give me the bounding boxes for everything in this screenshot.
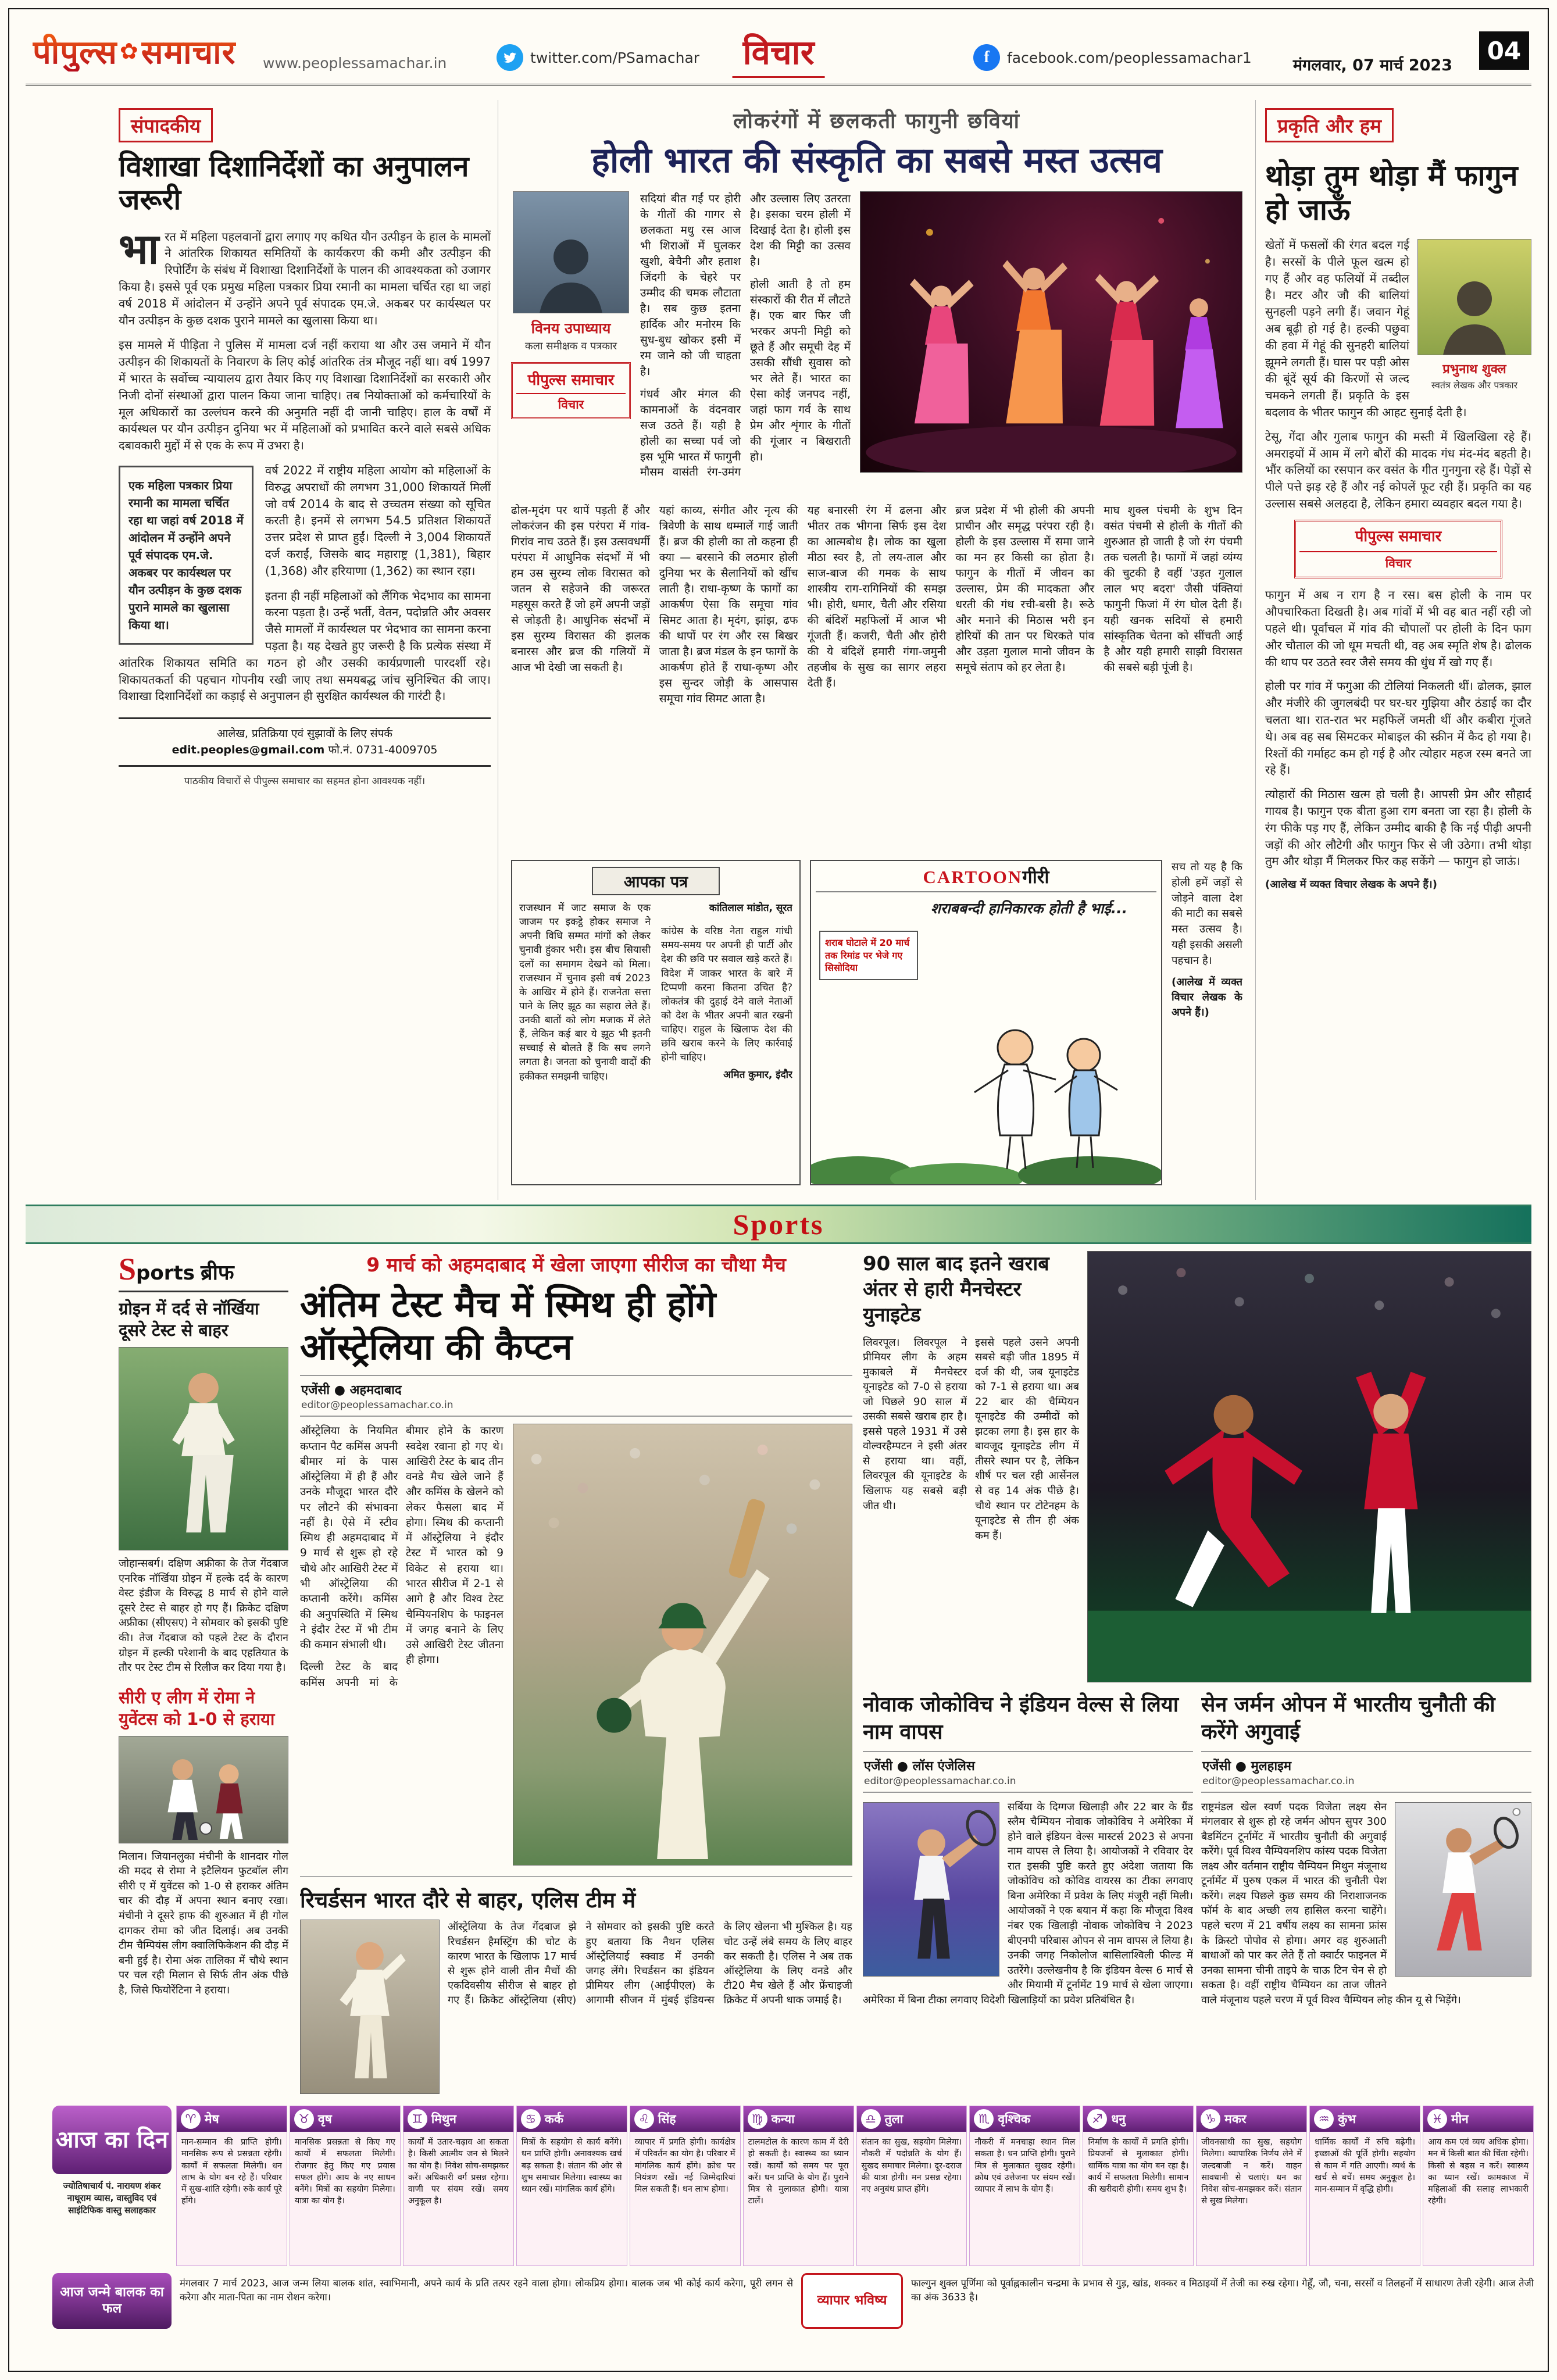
united-text-block [863, 1251, 1079, 1682]
nortje-photo [119, 1347, 288, 1550]
zodiac-column [290, 2106, 401, 2266]
brief-headline: सीरी ए लीग में रोमा ने युवेंटस को 1-0 से हराया [119, 1687, 275, 1729]
zodiac-aquarius-icon: ♒ [1314, 2109, 1334, 2129]
zodiac-column [743, 2106, 854, 2266]
zodiac-aries-icon: ♈ [181, 2109, 201, 2129]
djokovic-byline-row [863, 1751, 1193, 1793]
djokovic-article [863, 1692, 1193, 2093]
brief-title-hi: ब्रीफ [201, 1261, 234, 1285]
brand-title: पीपुल्स समाचार [527, 371, 615, 389]
horoscope-title: आज का दिन [52, 2106, 172, 2174]
zodiac-name: वृष [317, 2112, 332, 2126]
section-title: विचार [733, 28, 825, 78]
zodiac-name: मेष [205, 2112, 219, 2126]
business-forecast-text: फाल्गुन शुक्ल पूर्णिमा को पूर्वाह्नकालीन चन्द्रमा के प्रभाव से गुड़, खांड, शक्कर व मिठाइयों में तेजी का रुख रहेगा। गेहूँ, जौ, चना, सरसों व तिलहनों में साधारण तेजी रहेगी। आज तेजी का अंक 3633 है। [911, 2278, 1534, 2303]
zodiac-text: आय कम एवं व्यय अधिक होगा। मन में किसी बात की चिंता रहेगी। किसी से बहस न करें। स्वास्थ्य का ध्यान रखें। कामकाज में महिलाओं की सलाह लाभकारी रहेगी। [1428, 2138, 1529, 2206]
zodiac-text: मान-सम्मान की प्राप्ति होगी। मानसिक रूप से प्रसन्नता रहेगी। कार्यों में सफलता मिलेगी। धन लाभ के योग बन रहे हैं। परिवार में सुख-शांति रहेगी। रुके कार्य पूरे होंगे। [181, 2138, 282, 2206]
nature-author-name: प्रभुनाथ शुक्ल [1442, 362, 1506, 377]
cartoon-title-en: CARTOON [923, 867, 1023, 887]
editorial-contact-box [119, 717, 491, 767]
nature-author-role: स्वतंत्र लेखक और पत्रकार [1431, 380, 1518, 391]
zodiac-column [856, 2106, 967, 2266]
masthead [26, 15, 1531, 86]
editorial-paragraph: वर्ष 2022 में राष्ट्रीय महिला आयोग को महिलाओं के विरुद्ध अपराधों की लगभग 31,000 शिकायतें मिलीं जो वर्ष 2014 के बाद से उच्चतम संख्या को सूचित करती है। इनमें से लगभग 54.5 प्रतिशत शिकायतें उत्तर प्रदेश से प्राप्त हुईं। दिल्ली ने 3,004 शिकायतें दर्ज कराईं, जिसके बाद महाराष्ट्र (1,381), बिहार (1,368) और हरियाणा (1,362) का स्थान रहा। [265, 463, 491, 578]
newspaper-logo [33, 29, 236, 73]
editorial-disclaimer: पाठकीय विचारों से पीपुल्स समाचार का सहमत होना आवश्यक नहीं। [184, 776, 426, 788]
zodiac-name: तुला [884, 2112, 904, 2126]
flower-icon: ✿ [119, 38, 139, 64]
main-body [300, 1424, 503, 1866]
sen-body: राष्ट्रमंडल खेल स्वर्ण पदक विजेता लक्ष्य सेन मंगलवार से शुरू हो रहे जर्मन ओपन सुपर 300 बैडमिंटन टूर्नामेंट में भारतीय चुनौती की अगुवाई करेंगे। पूर्व विश्व चैम्पियनशिप कांस्य पदक विजेता लक्ष्य और वर्तमान राष्ट्रीय चैम्पियन मिथुन मंजूनाथ टूर्नामेंट में पुरुष एकल में भारत की चुनौती पेश करेंगे। लक्ष्य पिछले कुछ समय की निराशाजनक फॉर्म के बाद अच्छी लय हासिल करना चाहेंगे। पहले चरण में 21 वर्षीय लक्ष्य का सामना फ्रांस के क्रिस्टो पोपोव से होगा। अगर वह शुरुआती बाधाओं को पार कर लेते हैं तो क्वार्टर फाइनल में उनका सामना चीनी ताइपे के चाऊ टिन चेन से हो सकता है। वहीं राष्ट्रीय चैम्पियन का ताज जीतने वाले मंजूनाथ पहले चरण में पूर्व विश्व चैम्पियन लोह कीन यू से भिड़ेंगे। [1201, 1800, 1461, 2006]
zodiac-column [1423, 2106, 1534, 2266]
editorial-paragraph: भारत में महिला पहलवानों द्वारा लगाए गए कथित यौन उत्पीड़न के हाल के मामलों ने आंतरिक शिकायत समितियों के कार्यकरण की कमी और उत्पीड़न की रिपोर्टिंग के संबंध में विशाखा दिशानिर्देशों के पालन की आवश्यकता को उजागर किया है। इससे पूर्व एक प्रमुख महिला पत्रकार प्रिया रमानी का मामला चर्चित रहा था जहां वर्ष 2018 में आंदोलन में उन्होंने अपने पूर्व संपादक एम.जे. अकबर पर कार्यस्थल पर यौन उत्पीड़न के कुछ दशक पुराने मामले का खुलासा किया था। [119, 224, 491, 327]
main-email[interactable]: editor@peoplessamachar.co.in [301, 1399, 453, 1411]
djokovic-body: सर्बिया के दिग्गज खिलाड़ी और 22 बार के ग्रैंड स्लैम चैम्पियन नोवाक जोकोविच ने अमेरिका में होने वाले इंडियन वेल्स मास्टर्स 2023 से अपना नाम वापस ले लिया है। आयोजकों ने रविवार देर रात इसकी पुष्टि करते हुए अंदेशा जताया कि जोकोविच को कोविड वायरस का टीका लगवाए बिना अमेरिका में प्रवेश के लिए मंजूरी नहीं मिली। आयोजकों ने एक बयान में कहा कि मौजूदा विश्व नंबर एक खिलाड़ी नोवाक जोकोविच ने 2023 बीएनपी परिबास ओपन से नाम वापस ले लिया है। उनकी जगह निकोलोज बासिलाश्विली फील्ड में उतरेंगे। उल्लेखनीय है कि इंडियन वेल्स 6 मार्च से और मियामी में टूर्नामेंट 19 मार्च से खेला जाएगा। अमेरिका में बिना टीका लगवाए विदेशी खिलाड़ियों का प्रवेश प्रतिबंधित है। [863, 1800, 1193, 2006]
main-byline-row [300, 1375, 852, 1417]
holi-paragraph: ढोल-मृदंग पर थापें पड़ती हैं और लोकरंजन की इस परंपरा में गांव-गिरांव नाच उठते हैं। इस उत्सवधर्मी परंपरा में आधुनिक संदर्भों में भी हम उस सुरम्य लोक विरासत को जतन से सहेजने की जरूरत महसूस करते हैं जो हमें अपनी जड़ों से जोड़ती है। आधुनिक संदर्भों में इस सुरम्य विरासत की झलक बनारस और ब्रज की गलियों में आज भी देखी जा सकती है। [511, 504, 650, 674]
page-number: 04 [1479, 31, 1529, 70]
zodiac-gemini-icon: ♊ [408, 2109, 427, 2129]
main-paragraph: दिल्ली टेस्ट के बाद कमिंस अपनी मां के बीमार होने के कारण स्वदेश रवाना हो गए थे। आखिरी टेस्ट के बाद तीन वनडे मैच खेले जाने हैं और कमिंस के खेलने को लेकर फैसला बाद में होगा। स्मिथ की कप्तानी में ऑस्ट्रेलिया ने इंदौर टेस्ट में भारत को 9 विकेट से हराया था। भारत सीरीज में 2-1 से आगे है और विश्व टेस्ट चैम्पियनशिप के फाइनल में जगह बनाने के लिए उसे आखिरी टेस्ट जीतना ही होगा। [300, 1425, 503, 1689]
nature-author-block [1417, 239, 1531, 391]
author-role: कला समीक्षक व पत्रकार [524, 340, 617, 352]
horoscope-left-stack [52, 2106, 172, 2266]
nature-paragraph: टेसू, गेंदा और गुलाब फागुन की मस्ती में खिलखिला रहे हैं। अमराइयों में आम में लगे बौरों की मादक गंध मंद-मंद बहती है। भौंर कलियों का रसपान कर वसंत के गीत गुनगुना रहे हैं। पेड़ों से पीले पत्ते झड़ रहे हैं और नई कोपलें फूट रही हैं। प्रकृति का यह उल्लास सबसे अलहदा है, लेकिन हमारा व्यवहार बदल गया है। [1265, 429, 1531, 510]
united-headline: 90 साल बाद इतने खराब अंतर से हारी मैनचेस्टर युनाइटेड [863, 1252, 1049, 1327]
zodiac-name: मीन [1451, 2112, 1469, 2126]
nature-headline: थोड़ा तुम थोड़ा मैं फागुन हो जाऊँ [1265, 159, 1518, 227]
sports-bottom-row [863, 1692, 1531, 2093]
editorial-pullquote: एक महिला पत्रकार प्रिया रमानी का मामला चर्चित रहा था जहां वर्ष 2018 में आंदोलन में उन्होंने अपने पूर्व संपादक एम.जे. अकबर पर कार्यस्थल पर यौन उत्पीड़न के कुछ दशक पुराने मामले का खुलासा किया था। [119, 466, 253, 645]
website-link[interactable]: www.peoplessamachar.in [263, 55, 447, 72]
brief-title-initial: S [119, 1252, 137, 1287]
badminton-photo [1395, 1802, 1531, 1977]
sports-band [26, 1205, 1531, 1244]
united-article [863, 1251, 1531, 1682]
zodiac-name: वृश्चिक [998, 2112, 1030, 2126]
djokovic-byline: एजेंसी ● लॉस एंजेलिस [864, 1759, 975, 1774]
cartoon-news-box: शराब घोटाले में 20 मार्च तक रिमांड पर भेजे गए सिसोदिया [819, 931, 918, 980]
zodiac-leo-icon: ♌ [634, 2109, 654, 2129]
editorial-dropcap: भा [119, 224, 159, 273]
brand-box [511, 362, 631, 419]
author-name: विनय उपाध्याय [531, 320, 611, 337]
richardson-body: ऑस्ट्रेलिया के तेज गेंदबाज झे रिचर्डसन हैमस्ट्रिंग की चोट के कारण भारत के खिलाफ 17 मार्च से शुरू होने वाली तीन मैचों की एकदिवसीय सीरीज से बाहर हो गए हैं। क्रिकेट ऑस्ट्रेलिया (सीए) ने सोमवार को इसकी पुष्टि करते हुए बताया कि नैथन एलिस ऑस्ट्रेलियाई स्क्वाड में उनकी जगह लेंगे। रिचर्डसन का इंडियन प्रीमियर लीग (आईपीएल) के आगामी सीजन में मुंबई इंडियन्स के लिए खेलना भी मुश्किल है। यह चोट उन्हें लंबे समय के लिए बाहर कर सकती है। एलिस ने अब तक ऑस्ट्रेलिया के लिए वनडे और टी20 मैच खेले हैं और फ्रेंचाइजी क्रिकेट में अपनी धाक जमाई है। [448, 1921, 852, 2007]
holi-paragraph: यह बनारसी रंग में ढलना और भीतर तक भीगना सिर्फ इस देश का आत्मबोध है। लोक का खुला मीठा स्वर है, तो लय-ताल और साज-बाज की गमक के साथ शास्त्रीय राग-रागिनियों की समझ भी। होरी, धमार, चैती और रसिया की बंदिशें महफिलों में आज भी गूंजती हैं। कजरी, चैती और होरी की ये बंदिशें हमारी गंगा-जमुनी तहजीब के सुख का सागर लहरा देती हैं। [807, 504, 947, 689]
smith-photo [513, 1424, 852, 1866]
holi-paragraph: ब्रज प्रदेश में भी होली की अपनी प्राचीन और समृद्ध परंपरा रही है। होली के इस उल्लास में समा जाने का मन हर किसी का होता है। फागुन के गीतों में जीवन का उल्लास, प्रेम की मादकता और धरती की गंध रची-बसी है। रूठे और मनाने की मिठास भरी इन होरियों की तान पर थिरकते पांव और उड़ता गुलाल मानो जीवन के समूचे संताप को हर लेता है। [955, 504, 1095, 674]
contact-line: आलेख, प्रतिक्रिया एवं सुझावों के लिए संपर्क [217, 727, 392, 741]
logo-text-1: पीपुल्स [33, 34, 117, 72]
letters-body [519, 901, 792, 1168]
author-photo [513, 191, 629, 313]
zodiac-column [1196, 2106, 1307, 2266]
nature-paragraph: फागुन में अब न राग है न रस। बस होली के नाम पर औपचारिकता दिखती है। अब गांवों में भी वह बात नहीं रही जो पहले थी। पूर्वांचल में गांव की चौपालों पर होली के दिन फाग और चौताल की जो धूम मचती थी, वह अब स्मृति शेष है। ढोलक की थाप पर उठते स्वर जैसे समय की धुंध में खो गए हैं। [1265, 588, 1531, 669]
nature-paragraph: होली पर गांव में फगुआ की टोलियां निकलती थीं। ढोलक, झाल और मंजीरे की जुगलबंदी पर घर-घर गुझिया और ठंडाई का दौर चलता था। रात-रात भर महफिलें जमती थीं और कबीरा गूंजते थे। अब वह सब सिमटकर मोबाइल की स्क्रीन में कैद हो गया है। रिश्तों की गर्माहट कम हो गई है और त्योहार महज रस्म बनते जा रहे हैं। [1265, 679, 1531, 777]
roma-match-photo [119, 1736, 288, 1843]
holi-lead-text [640, 191, 851, 494]
zodiac-sagittarius-icon: ♐ [1087, 2109, 1107, 2129]
nature-closing-note: (आलेख में व्यक्त विचार लेखक के अपने हैं।) [1265, 878, 1437, 891]
holi-paragraph: यहां काव्य, संगीत और नृत्य की त्रिवेणी के साथ धम्मालें गाई जाती हैं। ब्रज की होली का तो कहना ही क्या — बरसाने की लठमार होली दुनिया भर के सैलानियों को खींच लाती है। राधा-कृष्ण के फागों का आकर्षण ऐसा कि समूचा गांव सिमट आता है। मृदंग, झांझ, ढफ की थापों पर रंग और रस बिखर जाता है। ब्रज मंडल के इन फागों के आकर्षण होते हैं राधा-कृष्ण और इस सुन्दर जोड़ी के आसपास समूचा गांव सिमट आता है। [659, 504, 798, 705]
cartoon-box [810, 860, 1162, 1185]
brand-subtitle: विचार [516, 393, 626, 413]
main-headline: अंतिम टेस्ट मैच में स्मिथ ही होंगे ऑस्ट्रेलिया की कैप्टन [300, 1283, 716, 1368]
zodiac-cancer-icon: ♋ [521, 2109, 541, 2129]
letter-author: कांतिलाल मांडोत, सूरत [709, 902, 792, 914]
smith-article [300, 1251, 852, 2099]
zodiac-column [1309, 2106, 1420, 2266]
zodiac-name: मिथुन [431, 2112, 456, 2126]
business-forecast-label: व्यापार भविष्य [801, 2273, 903, 2329]
brief-title-en: ports [136, 1262, 195, 1285]
contact-phone: फो.नं. 0731-4009705 [328, 743, 438, 756]
cartoon-title-hi: गीरी [1022, 867, 1049, 888]
nature-label: प्रकृति और हम [1265, 108, 1394, 142]
horoscope-bottom-row [52, 2273, 1534, 2329]
zodiac-column [630, 2106, 741, 2266]
sen-headline: सेन जर्मन ओपन में भारतीय चुनौती की करेंगे अगुवाई [1201, 1693, 1495, 1744]
author-block [511, 191, 631, 494]
zodiac-column [176, 2106, 287, 2266]
zodiac-text: टालमटोल के कारण काम में देरी हो सकती है। स्वास्थ्य का ध्यान रखें। कार्यों को समय पर पूरा करें। धन प्राप्ति के योग हैं। पुराने मित्र से मुलाकात होगी। यात्रा टालें। [748, 2138, 849, 2206]
editorial-paragraph: इस मामले में पीड़िता ने पुलिस में मामला दर्ज नहीं कराया था और उस जमाने में यौन उत्पीड़न की शिकायतों के निवारण के लिए कोई आंतरिक तंत्र मौजूद नहीं था। वर्ष 1997 में भारत के सर्वोच्च न्यायालय द्वारा तैयार किए गए विशाखा दिशानिर्देशों का सरकारी और निजी दोनों संस्थाओं द्वारा पालन किया जाना चाहिए। तब नियोक्ताओं को कर्मचारियों के मूल अधिकारों का उल्लंघन करने की अनुमति नहीं दी जानी चाहिए। हाल के वर्षों में कार्यस्थल पर यौन उत्पीड़न दुनिया भर में महिलाओं को प्रभावित करने वाले सबसे अधिक दबावकारी मुद्दों में से एक के रूप में उभरा है। [119, 338, 491, 453]
zodiac-text: मानसिक प्रसन्नता से किए गए कार्यों में सफलता मिलेगी। रोजगार हेतु किए गए प्रयास सफल होंगे। आय के नए साधन बनेंगे। मित्रों का सहयोग मिलेगा। यात्रा का योग है। [294, 2138, 395, 2206]
horoscope-section [52, 2106, 1534, 2331]
logo-text-2: समाचार [141, 34, 236, 72]
zodiac-name: कर्क [544, 2112, 564, 2126]
djokovic-body-block [863, 1800, 1193, 2008]
holi-paragraph: माघ शुक्ल पंचमी के शुभ दिन वसंत पंचमी से होली के गीतों की शुरुआत हो जाती है जो रंग पंचमी तक चलती है। फागों में जहां व्यंग्य की चुटकी है वहीं 'उड़त गुलाल लाल भए बदरा' जैसी पंक्तियां फागुनी फिजां में रंग घोल देती हैं। यही खनक सदियों से हमारी सांस्कृतिक चेतना को सींचती आई है और यही हमारी साझी विरासत की सबसे बड़ी पूंजी है। [1104, 504, 1242, 674]
editorial-body [119, 224, 491, 705]
holi-bottom-row [511, 860, 1242, 1185]
horoscope-top-row [52, 2106, 1534, 2266]
contact-email[interactable]: edit.peoples@gmail.com [172, 743, 325, 756]
richardson-row [300, 1920, 852, 2094]
zodiac-text: जीवनसाथी का सुख, सहयोग मिलेगा। व्यापारिक निर्णय लेने में जल्दबाजी न करें। वाहन सावधानी से चलाएं। धन का निवेश सोच-समझकर करें। संतान से सुख मिलेगा। [1201, 2138, 1302, 2206]
liverpool-photo [1087, 1251, 1531, 1682]
brand-title: पीपुल्स समाचार [1355, 527, 1442, 545]
zodiac-name: कन्या [771, 2112, 795, 2126]
astrologer-credit: ज्योतिषाचार्य पं. नारायण शंकर नाथूराम व्यास, वास्तुविद एवं साइंटिफिक वास्तु सलाहकार [63, 2181, 161, 2215]
newborn-label: आज जन्मे बालक का फल [52, 2273, 172, 2329]
zodiac-pisces-icon: ♓ [1427, 2109, 1447, 2129]
zodiac-column [1083, 2106, 1194, 2266]
holi-paragraph: सच तो यह है कि होली हमें जड़ों से जोड़ने वाला देश की माटी का सबसे मस्त उत्सव है। यही इसकी असली पहचान है। [1172, 861, 1242, 967]
zodiac-column [403, 2106, 514, 2266]
brief-body: मिलान। जियानलुका मंचीनी के शानदार गोल की मदद से रोमा ने इटैलियन फुटबॉल लीग सीरी ए में युवेंटस को 1-0 से हराकर अंतिम चार की दौड़ में अपना स्थान बनाए रखा। मंचीनी ने दूसरे हाफ की शुरुआत में ही गोल दागकर रोमा को जीत दिलाई। अब उनकी टीम चैम्पियंस लीग क्वालिफिकेशन की दौड़ में बनी हुई है। रोमा अंक तालिका में चौथे स्थान पर चल रही मिलान से सिर्फ तीन अंक पीछे है, जिसे फियोरेंटिना ने हराया। [119, 1850, 288, 1996]
facebook-handle: facebook.com/peoplessamachar1 [1007, 49, 1252, 66]
letter-text: कांग्रेस के वरिष्ठ नेता राहुल गांधी समय-समय पर अपनी ही पार्टी और देश की छवि पर सवाल खड़े करते हैं। विदेश में जाकर भारत के बारे में टिप्पणी करना कितना उचित है? लोकतंत्र की दुहाई देने वाले नेताओं को देश के भीतर अपनी बात रखनी चाहिए। राहुल के खिलाफ देश की छवि खराब करने के लिए कार्रवाई होनी चाहिए। [661, 925, 792, 1064]
cartoon-title [816, 864, 1156, 892]
sports-right-block [863, 1251, 1531, 2099]
cartoon-speech-bubble: शराबबन्दी हानिकारक होती है भाई... [930, 900, 1128, 917]
letter-author: अमित कुमार, इंदौर [723, 1069, 792, 1081]
richardson-photo [300, 1920, 440, 2094]
sen-email[interactable]: editor@peoplessamachar.co.in [1202, 1775, 1355, 1787]
zodiac-name: धनु [1111, 2112, 1126, 2126]
zodiac-text: संतान का सुख, सहयोग मिलेगा। नौकरी में पदोन्नति के योग हैं। सुखद समाचार मिलेगा। दूर-दराज की यात्रा होगी। मन प्रसन्न रहेगा। नए अनुबंध प्राप्त होंगे। [861, 2138, 962, 2195]
holi-stage-photo [860, 191, 1242, 473]
main-kicker: 9 मार्च को अहमदाबाद में खेला जाएगा सीरीज का चौथा मैच [366, 1253, 786, 1276]
djokovic-headline: नोवाक जोकोविच ने इंडियन वेल्स से लिया नाम वापस [863, 1693, 1179, 1744]
newborn-text: मंगलवार 7 मार्च 2023, आज जन्म लिया बालक शांत, स्वाभिमानी, अपने कार्य के प्रति तत्पर रहने वाला होगा। लोकप्रिय होगा। बालक जब भी कोई कार्य करेगा, पूरी लगन से करेगा और माता-पिता का नाम रोशन करेगा। [180, 2278, 793, 2303]
zodiac-text: धार्मिक कार्यों में रुचि बढ़ेगी। इच्छाओं की पूर्ति होगी। सहयोग से काम में गति आएगी। व्यर्थ के खर्च से बचें। समय अनुकूल है। मान-सम्मान में वृद्धि होगी। [1315, 2138, 1416, 2195]
zodiac-capricorn-icon: ♑ [1201, 2109, 1220, 2129]
nature-paragraph: त्योहारों की मिठास खत्म हो चली है। आपसी प्रेम और सौहार्द गायब है। फागुन एक बीता हुआ राग बनता जा रहा है। होली के रंग फीके पड़ गए हैं, लेकिन उम्मीद बाकी है कि नई पीढ़ी अपनी जड़ों की ओर लौटेगी और फागुन फिर से जी उठेगा। तभी थोड़ा तुम और थोड़ा मैं मिलकर फिर कह सकेंगे — फागुन हो जाऊं। [1265, 787, 1531, 869]
zodiac-text: मित्रों के सहयोग से कार्य बनेंगे। धन प्राप्ति होगी। अनावश्यक खर्च बढ़ सकता है। संतान की ओर से शुभ समाचार मिलेगा। स्वास्थ्य का ध्यान रखें। मांगलिक कार्य होंगे। [521, 2138, 622, 2195]
holi-last-column [1172, 860, 1242, 1185]
letters-title: आपका पत्र [592, 867, 720, 895]
main-paragraph: ऑस्ट्रेलिया के नियमित कप्तान पैट कमिंस अपनी बीमार मां के पास ऑस्ट्रेलिया में ही हैं और उनके मौजूदा भारत दौरे पर लौटने की संभावना नहीं है। ऐसे में स्टीव स्मिथ ही अहमदाबाद में 9 मार्च से शुरू हो रहे चौथे और आखिरी टेस्ट में भी ऑस्ट्रेलिया की कप्तानी करेंगे। कमिंस की अनुपस्थिति में स्मिथ ने इंदौर टेस्ट में भी टीम की कमान संभाली थी। [300, 1425, 398, 1652]
zodiac-row [176, 2106, 1534, 2266]
nature-author-photo [1417, 239, 1531, 355]
zodiac-virgo-icon: ♍ [748, 2109, 767, 2129]
brief-body: जोहान्सबर्ग। दक्षिण अफ्रीका के तेज गेंदबाज एनरिक नॉर्खिया ग्रोइन में हल्के दर्द के कारण वेस्ट इंडीज के विरुद्ध 8 मार्च से होने वाले दूसरे टेस्ट से बाहर हो गए हैं। क्रिकेट दक्षिण अफ्रीका (सीएसए) ने सोमवार को इसकी पुष्टि की। तेज गेंदबाज को पहले टेस्ट के दौरान ग्रोइन में हल्की परेशानी के बाद एहतियात के तौर पर टेस्ट टीम से रिलीज कर दिया गया है। [119, 1557, 288, 1674]
sen-article [1201, 1692, 1531, 2093]
main-content-row [300, 1424, 852, 1866]
united-paragraph: लिवरपूल। लिवरपूल ने प्रीमियर लीग के अहम मुकाबले में मैनचेस्टर यूनाइटेड को 7-0 से हराया जो पिछले 90 साल में उसकी सबसे खराब हार है। इससे पहले 1931 में उसे वोल्वरहैम्पटन ने इसी अंतर से हराया था। वहीं, लिवरपूल की यूनाइटेड के खिलाफ यह सबसे बड़ी जीत थी। [863, 1336, 967, 1512]
editorial-column [119, 108, 491, 1193]
zodiac-name: कुंभ [1338, 2112, 1356, 2126]
zodiac-column [516, 2106, 627, 2266]
main-byline: एजेंसी ● अहमदाबाद [301, 1383, 402, 1398]
zodiac-name: सिंह [658, 2112, 676, 2126]
sports-section [26, 1251, 1531, 2099]
nature-brand-box [1294, 520, 1502, 579]
opinion-section [26, 100, 1531, 1200]
zodiac-text: निर्माण के कार्यों में प्रगति होगी। प्रियजनों से मुलाकात होगी। धार्मिक यात्रा का योग बन रहा है। कार्य में सफलता मिलेगी। सामान की खरीदारी होगी। समय शुभ है। [1088, 2138, 1189, 2195]
holi-top-row [511, 191, 1242, 494]
djokovic-email[interactable]: editor@peoplessamachar.co.in [864, 1775, 1016, 1787]
zodiac-column [969, 2106, 1080, 2266]
zodiac-taurus-icon: ♉ [294, 2109, 314, 2129]
facebook-link[interactable] [973, 44, 1252, 71]
sen-byline-row [1201, 1751, 1531, 1793]
nature-column [1265, 108, 1531, 1193]
zodiac-name: मकर [1224, 2112, 1247, 2126]
edition-date: मंगलवार, 07 मार्च 2023 [1292, 56, 1452, 74]
holi-paragraph: सदियां बीत गईं पर होरी के गीतों की गागर से छलकता मधु रस आज भी शिराओं में घुलकर खुशी, बेचैनी और हताश जिंदगी के चेहरे पर उम्मीद की चमक लौटाता है। सब कुछ इतना हार्दिक और मनोरम कि सुध-बुध खोकर इसी में रम जाने को जी चाहता है। [640, 192, 741, 378]
holi-paragraph: गंधर्व और मंगल की कामनाओं के वंदनवार सज उठते हैं। यही है होली का सच्चा पर्व जो इस भूमि भारत में फागुनी मौसम वासंती रंग-उमंग और उल्लास लिए उतरता है। इसका चरम होली में दिखाई देता है। होली इस देश की मिट्टी का उत्सव है। [640, 192, 851, 479]
sen-body-block [1201, 1800, 1531, 2008]
cartoon-drawing [811, 992, 1161, 1184]
united-paragraph: इससे पहले उसने अपनी सबसे बड़ी जीत 1895 में दर्ज की थी, जब यूनाइटेड को 7-1 से हराया था। अब 22 बार की चैम्पियन यूनाइटेड की उम्मीदों को झटका लगा है। इस हार के बावजूद यूनाइटेड लीग में तीसरे स्थान पर है, लेकिन शीर्ष पर चल रही आर्सेनल से वह 14 अंक पीछे है। चौथे स्थान पर टोटेनहम के यूनाइटेड से तीन ही अंक कम हैं। [975, 1336, 1079, 1542]
zodiac-text: व्यापार में प्रगति होगी। कार्यक्षेत्र में परिवर्तन का योग है। परिवार में मांगलिक कार्य होंगे। क्रोध पर नियंत्रण रखें। नई जिम्मेदारियां मिल सकती हैं। धन लाभ होगा। [634, 2138, 735, 2195]
twitter-icon [497, 44, 523, 71]
zodiac-text: कार्यों में उतार-चढ़ाव आ सकता है। किसी आत्मीय जन से मिलने का योग है। निवेश सोच-समझकर करें। अधिकारी वर्ग प्रसन्न रहेगा। वाणी पर संयम रखें। समय अनुकूल है। [408, 2138, 509, 2206]
zodiac-libra-icon: ♎ [861, 2109, 881, 2129]
sports-brief-column [119, 1251, 288, 2099]
editorial-paragraph: इतना ही नहीं महिलाओं को लैंगिक भेदभाव का सामना करना पड़ता है। उन्हें भर्ती, वेतन, पदोन्नति और अवसर जैसे मामलों में कार्यस्थल पर भेदभाव का सामना करना पड़ता है। यह देखते हुए जरूरी है कि प्रत्येक संस्था में आंतरिक शिकायत समिति का गठन हो और उसकी कार्यप्रणाली पारदर्शी रहे। शिकायतकर्ता की पहचान गोपनीय रखी जाए तथा समयबद्ध जांच सुनिश्चित की जाए। विशाखा दिशानिर्देशों का कड़ाई से अनुपालन ही सुरक्षित कार्यस्थल की गारंटी है। [119, 588, 491, 703]
zodiac-scorpio-icon: ♏ [974, 2109, 994, 2129]
facebook-icon: f [973, 44, 1000, 71]
letter-text: राजस्थान में जाट समाज के एक जाजम पर इकट्ठे होकर समाज ने अपनी विधि सम्मत मांगों को लेकर चुनावी हुंकार भरी। इस बीच सियासी दलों का समागम देखने को मिला। राजस्थान में चुनाव इसी वर्ष 2023 के आखिर में होने हैं। राजनेता सत्ता पाने के लिए झूठ का सहारा लेते हैं। उनकी बातों को लोग मजाक में लेते हैं, लेकिन कई बार ये झूठ भी इतनी सच्चाई से बोलते हैं कि सच लगने लगता है। जनता को चुनावी वादों की हकीकत समझनी चाहिए। [519, 902, 651, 1082]
holi-paragraph: होली आती है तो हम संस्कारों की रीत में लौटते हैं। एक बार फिर जी भरकर अपनी मिट्टी को छूते हैं और समूची देह में उसकी सौंधी सुवास को भर लेते हैं। भारत का ऐसा कोई जनपद नहीं, जहां फाग गर्व के साथ प्रेम और शृंगार के गीतों की गूंजार न बिखराती हो। [750, 277, 851, 463]
twitter-handle: twitter.com/PSamachar [530, 49, 700, 66]
editorial-label: संपादकीय [119, 108, 213, 142]
united-body [863, 1335, 1079, 1661]
brief-headline: ग्रोइन में दर्द से नॉर्खिया दूसरे टेस्ट से बाहर [119, 1299, 259, 1341]
letters-box [511, 860, 801, 1185]
editorial-headline: विशाखा दिशानिर्देशों का अनुपालन जरूरी [119, 150, 469, 216]
holi-kicker: लोकरंगों में छलकती फागुनी छवियां [733, 109, 1020, 133]
nature-paragraph: खेतों में फसलों की रंगत बदल गई है। सरसों के पीले फूल खत्म हो गए हैं और वह फलियों में तब्दील है। मटर और जौ की बालियां सुनहली पड़ने लगी हैं। जवान गेहूं अब बूढ़ी हो गई है। हल्की पछुवा की हवा में गेहूं की सुनहरी बालियां झूमने लगती हैं। घास पर पड़ी ओस की बूंदें सूर्य की किरणों से जल्द चमकने लगती हैं। प्रकृति के इस बदलाव के भीतर फागुन की आहट सुनाई देती है। [1265, 238, 1467, 419]
zodiac-text: नौकरी में मनचाहा स्थान मिल सकता है। धन प्राप्ति होगी। पुराने मित्र से मुलाकात सुखद रहेगी। क्रोध एवं उत्तेजना पर संयम रखें। व्यापार में लाभ के योग हैं। [974, 2138, 1076, 2195]
holi-closing-note: (आलेख में व्यक्त विचार लेखक के अपने हैं।) [1172, 975, 1242, 1019]
sen-byline: एजेंसी ● मुलहाइम [1202, 1759, 1291, 1774]
holi-article [498, 100, 1256, 1200]
holi-body-columns [511, 503, 1242, 852]
brand-subtitle: विचार [1299, 551, 1497, 572]
sports-band-title: Sports [733, 1208, 824, 1241]
djokovic-photo [863, 1802, 999, 1977]
holi-headline: होली भारत की संस्कृति का सबसे मस्त उत्सव [591, 140, 1163, 181]
richardson-headline: रिचर्डसन भारत दौरे से बाहर, एलिस टीम में [300, 1876, 852, 1914]
sports-brief-title [119, 1251, 288, 1292]
twitter-link[interactable] [497, 44, 699, 71]
